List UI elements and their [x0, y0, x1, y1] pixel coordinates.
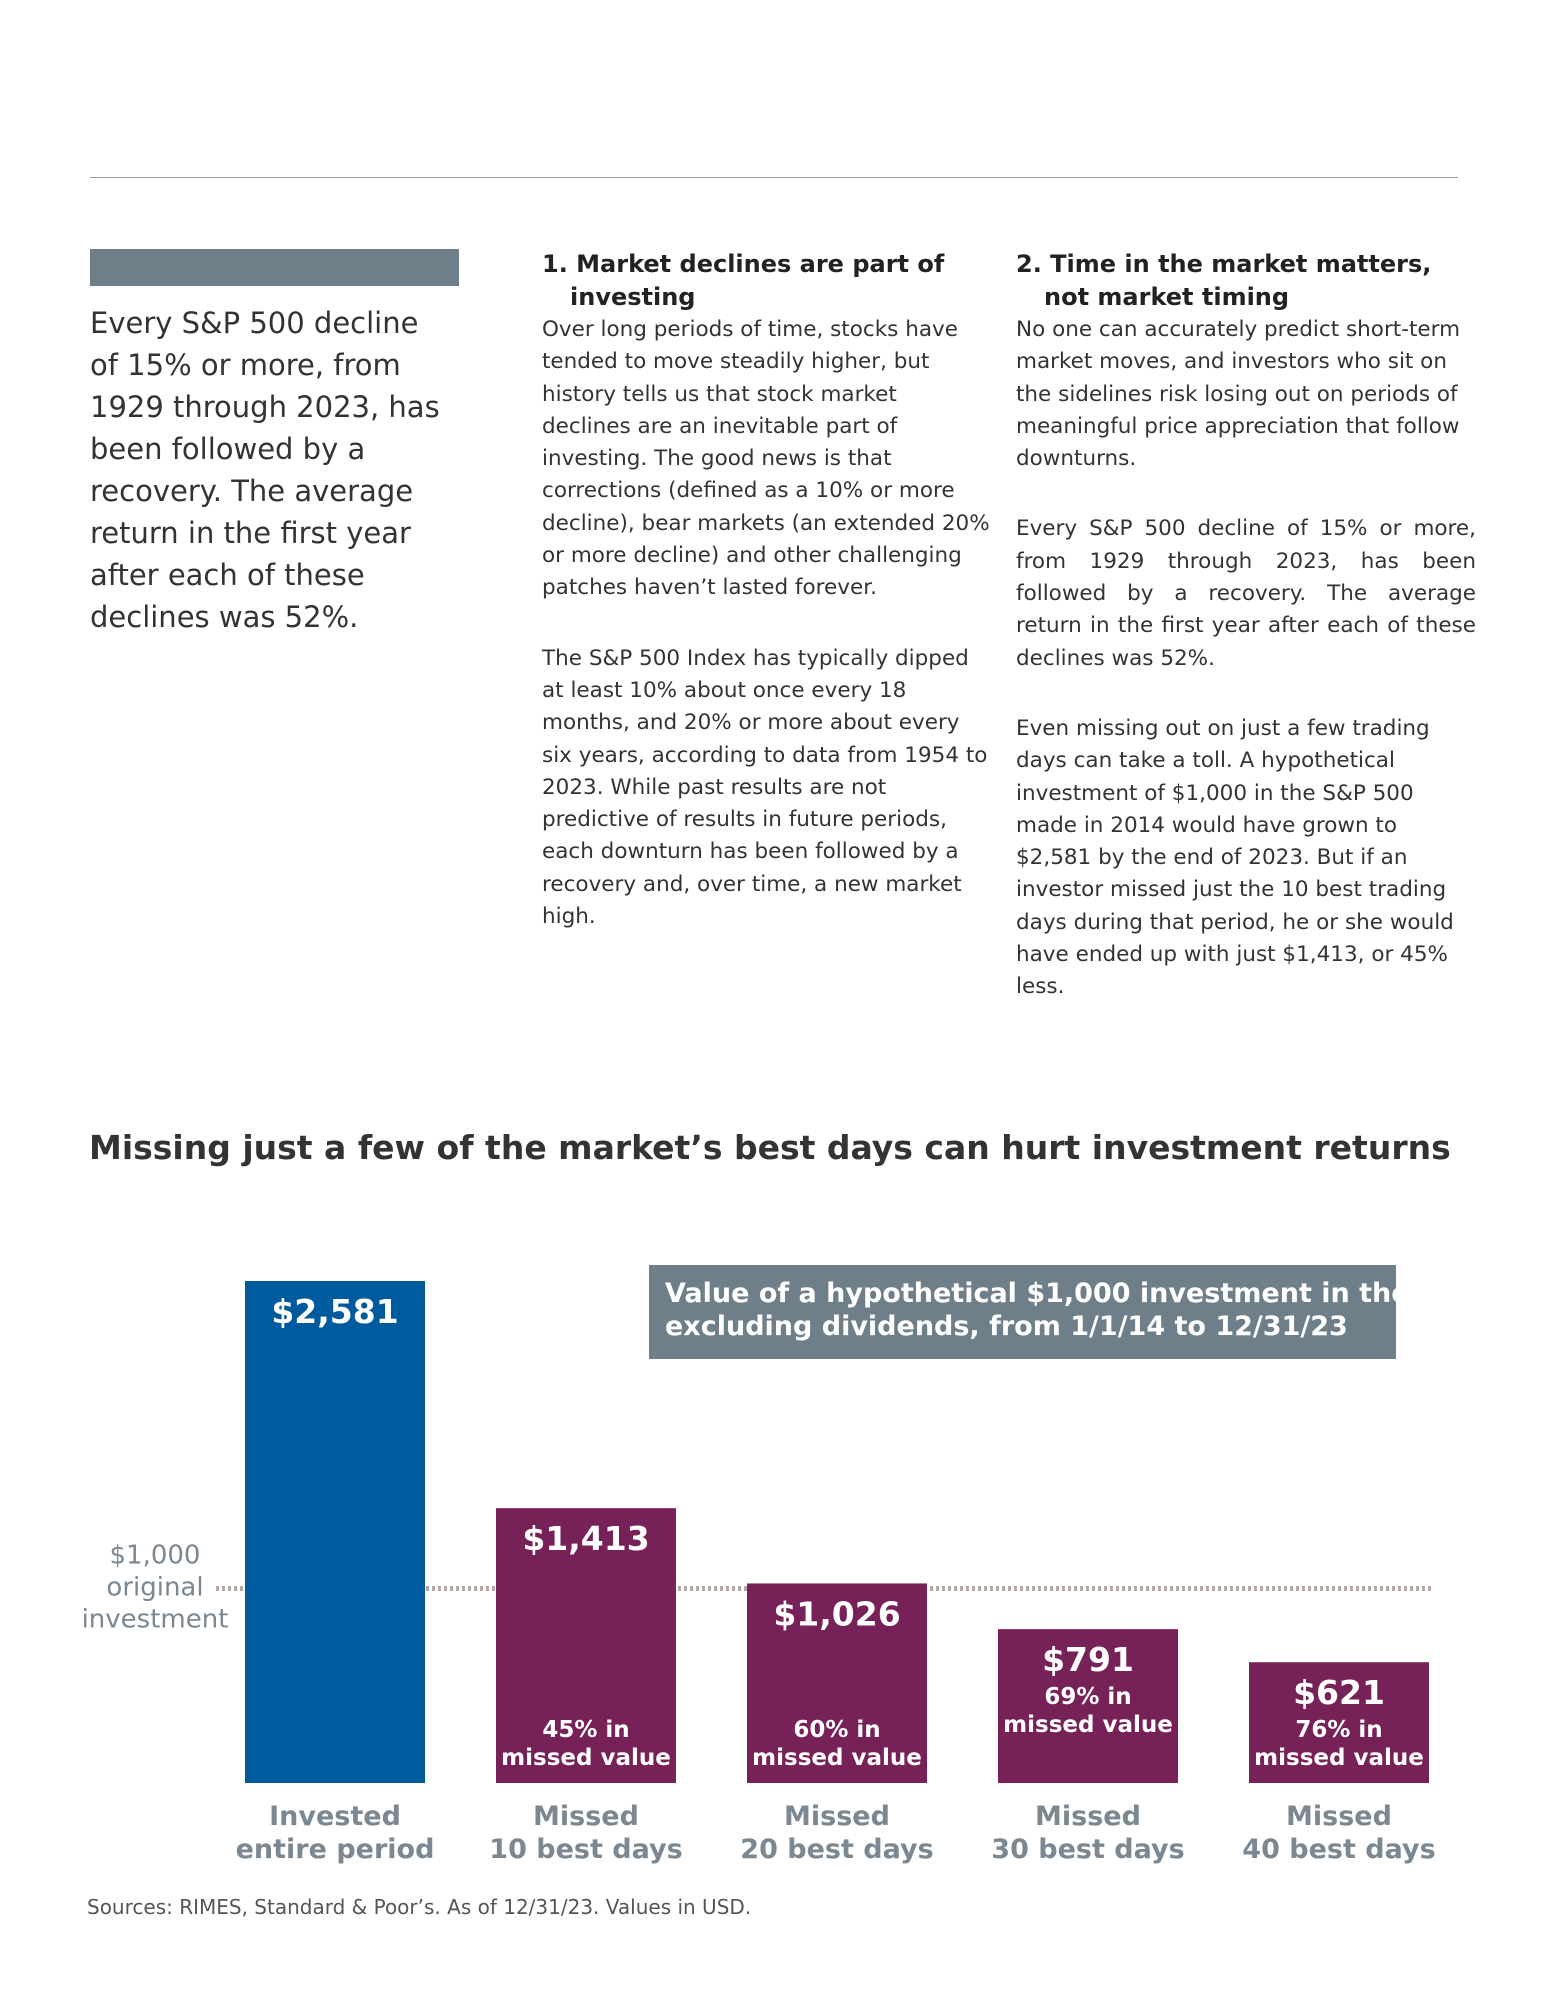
bar [245, 1281, 425, 1783]
bar-missed-label: 45% in [542, 1717, 630, 1743]
chart-subtitle-line: excluding dividends, from 1/1/14 to 12/31/23 [665, 1311, 1348, 1342]
paragraph: The S&P 500 Index has typically dipped at least 10% about once every 18 months, and 20% or more about every six years, according to data from 1954 to 2023. While past results are not predictive of results in future periods, each downturn has been followed by a recovery and, over time, a new market high. [542, 645, 988, 930]
bar-missed-label: 69% in [1044, 1684, 1132, 1711]
sources-note: Sources: RIMES, Standard & Poor’s. As of 12/31/23. Values in USD. [87, 1895, 752, 1919]
bar-missed-label: missed value [1254, 1745, 1424, 1772]
bar-missed-label: 60% in [793, 1717, 881, 1743]
section-heading: 2. Time in the market matters, not market timing [1016, 250, 1432, 311]
section-heading: 1. Market declines are part of investing [542, 250, 945, 311]
category-label: 40 best days [1242, 1834, 1436, 1865]
bar-missed-label: 76% in [1295, 1717, 1383, 1744]
category-label: Invested [269, 1801, 401, 1832]
bar-missed-label: missed value [752, 1745, 922, 1771]
category-label: entire period [235, 1834, 435, 1865]
category-label: 30 best days [991, 1834, 1185, 1865]
bar-value-label: $2,581 [271, 1292, 399, 1331]
category-label: Missed [784, 1801, 890, 1832]
bar-missed-label: missed value [1003, 1712, 1173, 1739]
pull-quote: Every S&P 500 decline of 15% or more, from 1929 through 2023, has been followed by a recovery. The average return in the first year after each of these declines was 52%. [90, 306, 440, 634]
paragraph: Over long periods of time, stocks have tended to move steadily higher, but history tells us that stock market declines are an inevitable part of investing. The good news is that corrections (defined as a 10% or more decline), bear markets (an extended 20% or more decline) and other challenging patches haven’t lasted forever. [542, 317, 990, 601]
bar-value-label: $1,413 [522, 1519, 650, 1559]
paragraph: No one can accurately predict short-term market moves, and investors who sit on the sidelines risk losing out on periods of meaningful price appreciation that follow downturns. [1016, 317, 1461, 472]
bar-value-label: $1,026 [773, 1594, 901, 1634]
category-label: 20 best days [740, 1834, 934, 1865]
paragraph: Even missing out on just a few trading days can take a toll. A hypothetical investment of $1,000 in the S&P 500 made in 2014 would have grown to $2,581 by the end of 2023. But if an investor missed just the 10 best trading days during that period, he or she would have ended up with just $1,413, or 45% less. [1016, 715, 1454, 1000]
bar-missed-label: missed value [501, 1745, 671, 1771]
category-label: 10 best days [489, 1834, 683, 1865]
bar-value-label: $621 [1293, 1673, 1385, 1713]
chart-title: Missing just a few of the market’s best days can hurt investment returns [89, 1128, 1451, 1167]
paragraph: Every S&P 500 decline of 15% or more, from 1929 through 2023, has been followed by a recovery. The average return in the first year after each of these declines was 52%. [1016, 516, 1476, 671]
reference-line-label: investment [81, 1604, 229, 1635]
reference-line-label: original [106, 1572, 204, 1603]
category-label: Missed [1035, 1801, 1141, 1832]
category-label: Missed [1286, 1801, 1392, 1832]
category-label: Missed [533, 1801, 639, 1832]
reference-line-label: $1,000 [109, 1540, 201, 1571]
chart-subtitle-line: Value of a hypothetical $1,000 investment in the S&P 5 [665, 1278, 1510, 1309]
bar-value-label: $791 [1042, 1640, 1134, 1680]
